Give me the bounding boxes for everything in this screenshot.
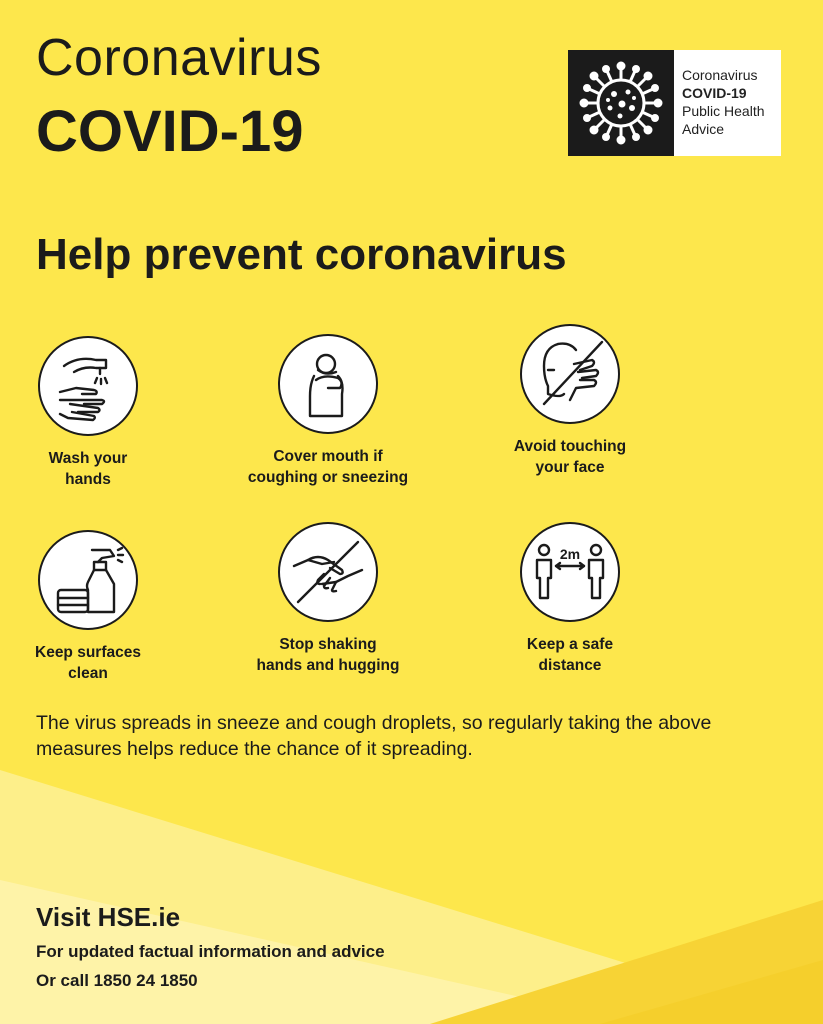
- badge-line-1: Coronavirus: [682, 67, 758, 83]
- tip-wash-hands: [0, 336, 208, 490]
- badge-line-3: Public Health: [682, 103, 765, 119]
- tip-keep-safe-distance: [450, 522, 690, 676]
- tip-label: Cover mouth if coughing or sneezing: [247, 448, 409, 486]
- title-coronavirus: Coronavirus: [36, 29, 322, 87]
- tip-label: Wash your hands: [48, 450, 128, 488]
- public-health-badge: [568, 50, 781, 156]
- tip-avoid-touching-face: [450, 324, 690, 478]
- title-covid-19: COVID-19: [36, 99, 304, 164]
- tip-cover-mouth: [208, 334, 448, 488]
- badge-line-4: Advice: [682, 121, 725, 137]
- tip-label: Avoid touching your face: [513, 438, 627, 476]
- headline: Help prevent coronavirus: [36, 230, 567, 279]
- no-face-touch-icon: [530, 334, 610, 414]
- distance-icon: [530, 532, 610, 612]
- footer-line-1: For updated factual information and advice: [36, 942, 385, 961]
- distance-label: 2m: [559, 546, 581, 562]
- footer-line-2: Or call 1850 24 1850: [36, 971, 198, 990]
- no-handshake-icon: [288, 532, 368, 612]
- tip-label: Keep a safe distance: [526, 636, 614, 674]
- hand-wash-icon: [48, 346, 128, 426]
- spray-bottle-icon: [48, 540, 128, 620]
- tip-keep-surfaces-clean: [0, 530, 208, 684]
- virus-icon: [576, 58, 666, 148]
- cover-mouth-icon: [288, 344, 368, 424]
- badge-line-2: COVID-19: [682, 85, 747, 101]
- body-text: The virus spreads in sneeze and cough droplets, so regularly taking the above measures helps reduce the chance of it spreading.: [36, 712, 712, 760]
- footer-title: Visit HSE.ie: [36, 902, 181, 932]
- tip-label: Stop shaking hands and hugging: [256, 636, 400, 674]
- tip-stop-shaking-hands: [208, 522, 448, 676]
- tip-label: Keep surfaces clean: [35, 644, 141, 682]
